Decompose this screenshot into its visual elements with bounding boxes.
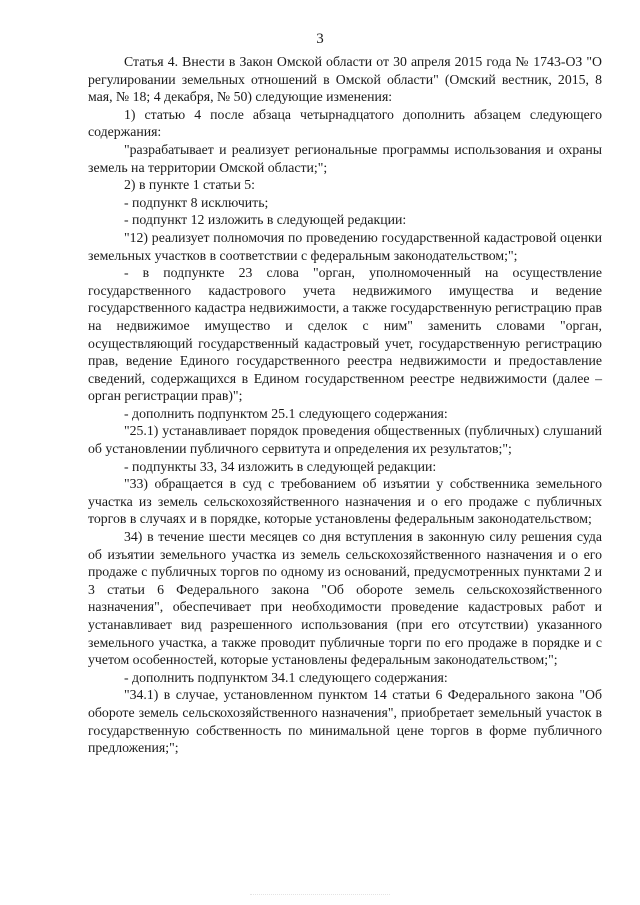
subparagraph-34-1-text: "34.1) в случае, установленном пунктом 14 статьи 6 Федерального закона "Об обороте земель сельскохозяйственного назначения", приобретает земельный участок в государственную собственность по минимальной цене торгов в форме публичного предложения;"; bbox=[88, 687, 602, 756]
subparagraph-23-item: - в подпункте 23 слова "орган, уполномоченный на осуществление государственного кадастрового учета недвижимого имущества и ведение государственного кадастра недвижимости, а также государственную регистрацию прав на недвижимое имущество и сделок с ним" заменить словами "орган, осуществляющий государственный кадастровый учет, государственную регистрацию прав, ведение Единого государственного реестра недвижимости и предоставление сведений, содержащихся в Едином государственном реестре недвижимости (далее – орган регистрации прав)"; bbox=[88, 265, 602, 404]
scan-artifact-divider bbox=[250, 894, 390, 897]
amendment-1: 1) статью 4 после абзаца четырнадцатого дополнить абзацем следующего содержания: bbox=[88, 106, 602, 140]
article-4-intro: Статья 4. Внести в Закон Омской области от 30 апреля 2015 года № 1743-ОЗ "О регулировании земельных отношений в Омской области" (Омский вестник, 2015, 8 мая, № 18; 4 декабря, № 50) следующие изменения: bbox=[88, 54, 602, 105]
subparagraph-25-1-item: - дополнить подпунктом 25.1 следующего содержания: bbox=[124, 405, 448, 421]
subparagraphs-33-34-item: - подпункты 33, 34 изложить в следующей редакции: bbox=[124, 458, 437, 474]
subparagraph-34-1-item: - дополнить подпунктом 34.1 следующего содержания: bbox=[124, 669, 448, 685]
subparagraph-34-text: 34) в течение шести месяцев со дня вступления в законную силу решения суда об изъятии земельного участка из земель сельскохозяйственного назначения и о его продаже с публичных торгов по одному из оснований, предусмотренных пунктами 2 и 3 статьи 6 Федерального закона "Об обороте земель сельскохозяйственного назначения", обеспечивает при необходимости проведение кадастровых работ и устанавливает вид разрешенного использования (при его отсутствии) указанного земельного участка, а также проводит публичные торги по его продаже в порядке и с учетом особенностей, которые установлены федеральным законодательством;"; bbox=[88, 529, 602, 668]
amendment-2: 2) в пункте 1 статьи 5: bbox=[124, 177, 256, 193]
subparagraph-12-text: "12) реализует полномочия по проведению государственной кадастровой оценки земельных участков в соответствии с федеральным законодательством;"; bbox=[88, 229, 602, 263]
subparagraph-12-item: - подпункт 12 изложить в следующей редакции: bbox=[124, 212, 407, 228]
subparagraph-25-1-text: "25.1) устанавливает порядок проведения общественных (публичных) слушаний об установлении публичного сервитута и определения их результатов;"; bbox=[88, 423, 602, 457]
page-number: 3 bbox=[316, 31, 324, 47]
amendment-1-text: "разрабатывает и реализует региональные программы использования и охраны земель на территории Омской области;"; bbox=[88, 141, 602, 175]
subparagraph-33-text: "33) обращается в суд с требованием об изъятии у собственника земельного участка из земель сельскохозяйственного назначения и о его продаже с публичных торгов в случаях и в порядке, которые установлены федеральным законодательством; bbox=[88, 476, 602, 527]
subparagraph-8-item: - подпункт 8 исключить; bbox=[124, 194, 269, 210]
document-body bbox=[88, 53, 602, 757]
